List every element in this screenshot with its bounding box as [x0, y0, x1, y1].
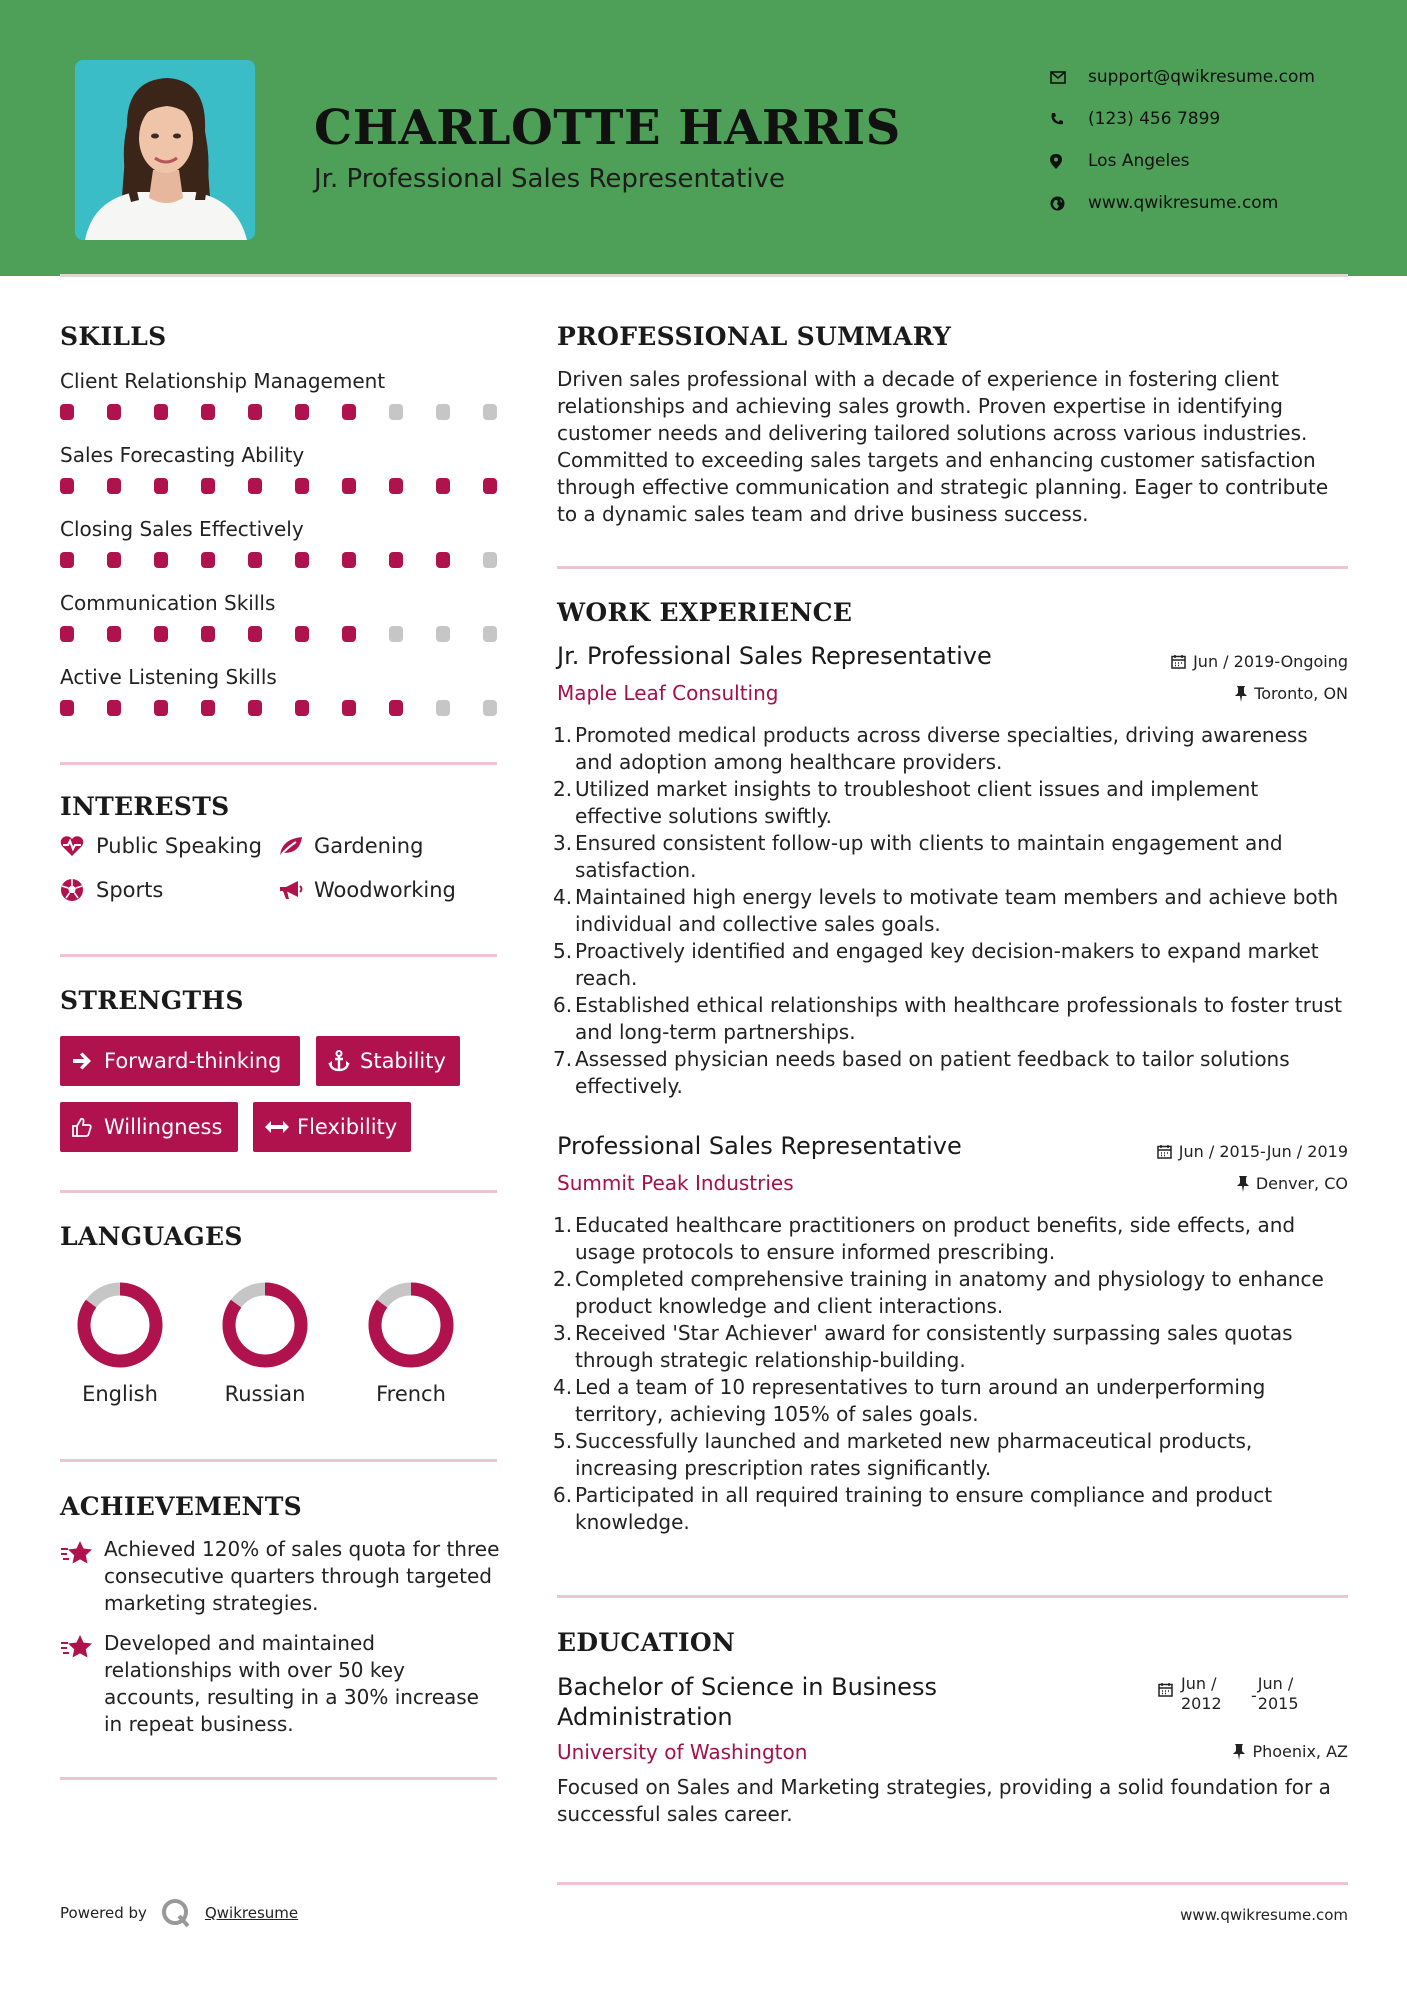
education-divider	[557, 1882, 1348, 1885]
job-bullet	[553, 1482, 1343, 1536]
globe-icon	[1050, 196, 1088, 211]
bullet-number: 6.	[553, 1483, 573, 1507]
job-dates-text: Jun / 2015-Jun / 2019	[1178, 1142, 1348, 1161]
contact-phone-text: (123) 456 7899	[1088, 109, 1221, 129]
bullet-number: 4.	[553, 885, 573, 909]
job-location-text: Denver, CO	[1255, 1174, 1348, 1193]
contact-location	[1050, 140, 1380, 182]
rating-dot-filled	[295, 700, 309, 716]
strength-badge	[253, 1102, 411, 1152]
bullet-text: Participated in all required training to ensure compliance and product knowledge.	[575, 1483, 1273, 1534]
rating-dot-filled	[389, 552, 403, 568]
skill-name: Client Relationship Management	[60, 369, 386, 393]
interests-divider	[60, 954, 497, 957]
strength-badge	[60, 1036, 300, 1086]
education-location-text: Phoenix, AZ	[1252, 1742, 1348, 1761]
map-pin-icon	[1050, 154, 1088, 169]
bullet-number: 3.	[553, 1321, 573, 1345]
bullet-number: 3.	[553, 831, 573, 855]
resume-header	[0, 0, 1407, 276]
rating-dot-empty	[483, 626, 497, 642]
skill-name: Sales Forecasting Ability	[60, 443, 305, 467]
rating-dot-filled	[295, 404, 309, 420]
rating-dot-filled	[60, 404, 74, 420]
language-item	[351, 1280, 471, 1406]
job-bullet	[553, 1428, 1343, 1482]
rating-dot-empty	[389, 404, 403, 420]
star-icon	[60, 1536, 104, 1617]
bullet-number: 1.	[553, 723, 573, 747]
bullet-text: Successfully launched and marketed new pharmaceutical products, increasing prescription rates significantly.	[575, 1429, 1253, 1480]
education-location	[1233, 1742, 1348, 1761]
rating-dot-filled	[201, 478, 215, 494]
rating-dot-filled	[389, 478, 403, 494]
bullet-text: Ensured consistent follow-up with clients to maintain engagement and satisfaction.	[575, 831, 1283, 882]
language-ring	[75, 1280, 165, 1370]
job-bullet-list	[553, 1212, 1343, 1536]
rating-dot-filled	[248, 552, 262, 568]
education-start-year: 2012	[1181, 1694, 1222, 1713]
rating-dot-filled	[107, 626, 121, 642]
education-end	[1251, 1674, 1299, 1714]
interest-item	[278, 878, 456, 902]
job-location-text: Toronto, ON	[1254, 684, 1348, 703]
contact-list	[1050, 56, 1380, 224]
bullet-number: 5.	[553, 1429, 573, 1453]
bullet-text: Led a team of 10 representatives to turn around an underperforming territory, achieving 105% of sales goals.	[575, 1375, 1266, 1426]
education-date-sep: -	[1251, 1686, 1257, 1705]
bullet-text: Established ethical relationships with healthcare professionals to foster trust and long-term partnerships.	[575, 993, 1342, 1044]
bullet-text: Educated healthcare practitioners on product benefits, side effects, and usage protocols to ensure informed prescribing.	[575, 1213, 1296, 1264]
profile-photo	[75, 60, 255, 240]
strengths-title: STRENGTHS	[60, 986, 244, 1015]
strengths-divider	[60, 1190, 497, 1193]
bullet-number: 4.	[553, 1375, 573, 1399]
languages-divider	[60, 1459, 497, 1462]
skill-name: Closing Sales Effectively	[60, 517, 304, 541]
rating-dot-filled	[342, 700, 356, 716]
contact-phone[interactable]	[1050, 98, 1380, 140]
bullet-number: 5.	[553, 939, 573, 963]
rating-dot-filled	[60, 626, 74, 642]
calendar-icon	[1158, 1674, 1173, 1714]
strength-label: Willingness	[104, 1115, 223, 1139]
bullet-text: Proactively identified and engaged key decision-makers to expand market reach.	[575, 939, 1319, 990]
rating-dot-filled	[107, 478, 121, 494]
achievement-item	[60, 1630, 500, 1738]
phone-icon	[1050, 112, 1088, 126]
rating-dot-filled	[248, 626, 262, 642]
rating-dot-filled	[483, 478, 497, 494]
rating-dot-empty	[436, 700, 450, 716]
interest-item	[60, 878, 163, 902]
job-bullet	[553, 1320, 1343, 1374]
education-description: Focused on Sales and Marketing strategies, providing a solid foundation for a successful sales career.	[557, 1775, 1331, 1826]
interest-item	[278, 834, 423, 858]
footer-powered-by	[60, 1898, 298, 1928]
contact-website-text: www.qwikresume.com	[1088, 193, 1279, 213]
rating-dot-filled	[342, 552, 356, 568]
bullet-text: Utilized market insights to troubleshoot client issues and implement effective solutions swiftly.	[575, 777, 1259, 828]
job-bullet-list	[553, 722, 1343, 1100]
interest-label: Sports	[96, 878, 164, 902]
skills-title: SKILLS	[60, 322, 167, 351]
strength-label: Stability	[360, 1049, 446, 1073]
powered-by-text: Powered by	[60, 1904, 147, 1922]
summary-text: Driven sales professional with a decade of experience in fostering client relationships and achieving sales growth. Proven expertise in identifying customer needs and delivering tailored solutions across various industries. Committed to exceeding sales targets and enhancing customer satisfaction through effective communication and strategic planning. Eager to contribute to a dynamic sales team and drive business success.	[557, 367, 1329, 526]
rating-dot-filled	[60, 478, 74, 494]
star-icon	[60, 1630, 104, 1738]
rating-dot-filled	[154, 700, 168, 716]
rating-dot-filled	[201, 700, 215, 716]
languages-title: LANGUAGES	[60, 1222, 243, 1251]
calendar-icon	[1157, 1144, 1172, 1159]
job-dates	[1157, 1142, 1348, 1161]
calendar-icon	[1171, 654, 1186, 669]
skill-item	[60, 662, 497, 736]
bullet-number: 1.	[553, 1213, 573, 1237]
job-location	[1235, 684, 1348, 703]
job-company: Summit Peak Industries	[557, 1171, 794, 1195]
job-bullet	[553, 776, 1343, 830]
pushpin-icon	[1233, 1744, 1245, 1760]
megaphone-icon	[278, 879, 314, 901]
rating-dot-filled	[201, 404, 215, 420]
education-start-month: Jun /	[1181, 1674, 1217, 1693]
skill-name: Active Listening Skills	[60, 665, 277, 689]
contact-email[interactable]	[1050, 56, 1380, 98]
achievement-text: Developed and maintained relationships with over 50 key accounts, resulting in a 30% increase in repeat business.	[104, 1631, 479, 1736]
experience-divider	[557, 1595, 1348, 1598]
rating-dot-empty	[483, 700, 497, 716]
arrow-right-icon	[72, 1052, 104, 1070]
heartbeat-icon	[60, 835, 96, 857]
header-divider	[60, 274, 1348, 277]
rating-dot-filled	[295, 552, 309, 568]
thumbs-up-icon	[72, 1117, 104, 1137]
skill-item	[60, 588, 497, 662]
rating-dot-empty	[483, 552, 497, 568]
language-ring	[220, 1280, 310, 1370]
bullet-number: 6.	[553, 993, 573, 1017]
rating-dot-filled	[248, 404, 262, 420]
job-bullet	[553, 884, 1343, 938]
rating-dot-filled	[342, 626, 356, 642]
achievement-item	[60, 1536, 500, 1617]
language-ring	[366, 1280, 456, 1370]
skill-rating	[60, 618, 497, 662]
rating-dot-filled	[295, 626, 309, 642]
soccer-ball-icon	[60, 878, 96, 902]
summary-divider	[557, 566, 1348, 569]
education-start	[1181, 1674, 1251, 1714]
rating-dot-filled	[248, 478, 262, 494]
rating-dot-filled	[248, 700, 262, 716]
skill-name: Communication Skills	[60, 591, 276, 615]
interest-label: Woodworking	[314, 878, 456, 902]
strength-label: Flexibility	[297, 1115, 398, 1139]
interest-item	[60, 834, 262, 858]
rating-dot-filled	[154, 478, 168, 494]
footer-website[interactable]: www.qwikresume.com	[1180, 1906, 1348, 1924]
candidate-name: CHARLOTTE HARRIS	[314, 100, 901, 156]
job-bullet	[553, 992, 1343, 1046]
skill-rating	[60, 692, 497, 736]
rating-dot-filled	[107, 700, 121, 716]
contact-website[interactable]	[1050, 182, 1380, 224]
bullet-text: Promoted medical products across diverse specialties, driving awareness and adoption among healthcare providers.	[575, 723, 1308, 774]
job-role: Jr. Professional Sales Representative	[557, 642, 992, 670]
job-company: Maple Leaf Consulting	[557, 681, 779, 705]
interest-label: Gardening	[314, 834, 424, 858]
skills-divider	[60, 762, 497, 765]
skill-item	[60, 366, 497, 440]
rating-dot-filled	[295, 478, 309, 494]
job-dates-text: Jun / 2019-Ongoing	[1193, 652, 1348, 671]
qwikresume-logo-icon	[161, 1898, 191, 1928]
rating-dot-empty	[436, 404, 450, 420]
rating-dot-filled	[107, 404, 121, 420]
leaf-icon	[278, 835, 314, 857]
pushpin-icon	[1235, 686, 1247, 702]
education-end-month: Jun /	[1257, 1674, 1294, 1693]
achievements-title: ACHIEVEMENTS	[60, 1492, 302, 1521]
education-dates	[1158, 1674, 1299, 1714]
anchor-icon	[328, 1050, 360, 1072]
rating-dot-filled	[60, 700, 74, 716]
skill-rating	[60, 544, 497, 588]
job-bullet	[553, 1046, 1343, 1100]
person-portrait-icon	[75, 60, 255, 240]
language-item	[205, 1280, 325, 1406]
bullet-number: 2.	[553, 777, 573, 801]
education-end-year: 2015	[1257, 1694, 1299, 1713]
experience-title: WORK EXPERIENCE	[557, 598, 853, 627]
skill-item	[60, 514, 497, 588]
job-location	[1237, 1174, 1348, 1193]
skill-item	[60, 440, 497, 514]
job-bullet	[553, 1212, 1343, 1266]
language-label: French	[376, 1382, 446, 1406]
rating-dot-filled	[342, 404, 356, 420]
rating-dot-empty	[436, 626, 450, 642]
qwikresume-link[interactable]: Qwikresume	[204, 1904, 299, 1922]
bullet-text: Assessed physician needs based on patient feedback to tailor solutions effectively.	[575, 1047, 1290, 1098]
rating-dot-empty	[483, 404, 497, 420]
rating-dot-empty	[389, 626, 403, 642]
bullet-number: 7.	[553, 1047, 573, 1071]
contact-email-text: support@qwikresume.com	[1088, 67, 1315, 87]
skills-list	[60, 366, 497, 736]
achievements-divider	[60, 1777, 497, 1780]
rating-dot-filled	[201, 626, 215, 642]
education-school: University of Washington	[557, 1740, 808, 1764]
education-title: EDUCATION	[557, 1628, 736, 1657]
rating-dot-filled	[389, 700, 403, 716]
job-bullet	[553, 1266, 1343, 1320]
language-label: Russian	[224, 1382, 306, 1406]
rating-dot-filled	[60, 552, 74, 568]
bullet-text: Maintained high energy levels to motivate team members and achieve both individual and collective sales goals.	[575, 885, 1339, 936]
bullet-text: Completed comprehensive training in anatomy and physiology to enhance product knowledge and client interactions.	[575, 1267, 1324, 1318]
education-degree-line: Bachelor of Science in Business	[557, 1673, 937, 1701]
rating-dot-filled	[154, 626, 168, 642]
summary-title: PROFESSIONAL SUMMARY	[557, 322, 952, 351]
strength-badge	[316, 1036, 460, 1086]
job-bullet	[553, 1374, 1343, 1428]
language-item	[60, 1280, 180, 1406]
rating-dot-filled	[154, 552, 168, 568]
strength-label: Forward-thinking	[104, 1049, 282, 1073]
bullet-number: 2.	[553, 1267, 573, 1291]
job-bullet	[553, 830, 1343, 884]
rating-dot-filled	[436, 552, 450, 568]
achievement-text: Achieved 120% of sales quota for three consecutive quarters through targeted marketing strategies.	[104, 1537, 500, 1615]
pushpin-icon	[1237, 1176, 1249, 1192]
education-degree-line: Administration	[557, 1703, 733, 1731]
envelope-icon	[1050, 71, 1088, 84]
skill-rating	[60, 470, 497, 514]
skill-rating	[60, 396, 497, 440]
arrows-horizontal-icon	[265, 1121, 297, 1133]
rating-dot-filled	[342, 478, 356, 494]
contact-location-text: Los Angeles	[1088, 151, 1190, 171]
education-degree	[557, 1672, 937, 1732]
rating-dot-filled	[154, 404, 168, 420]
job-bullet	[553, 938, 1343, 992]
rating-dot-filled	[436, 478, 450, 494]
candidate-title: Jr. Professional Sales Representative	[314, 164, 785, 194]
rating-dot-filled	[201, 552, 215, 568]
language-label: English	[82, 1382, 158, 1406]
interest-label: Public Speaking	[96, 834, 262, 858]
job-dates	[1171, 652, 1348, 671]
bullet-text: Received 'Star Achiever' award for consistently surpassing sales quotas through strategic relationship-building.	[575, 1321, 1293, 1372]
job-bullet	[553, 722, 1343, 776]
strength-badge	[60, 1102, 238, 1152]
rating-dot-filled	[107, 552, 121, 568]
job-role: Professional Sales Representative	[557, 1132, 962, 1160]
interests-title: INTERESTS	[60, 792, 230, 821]
